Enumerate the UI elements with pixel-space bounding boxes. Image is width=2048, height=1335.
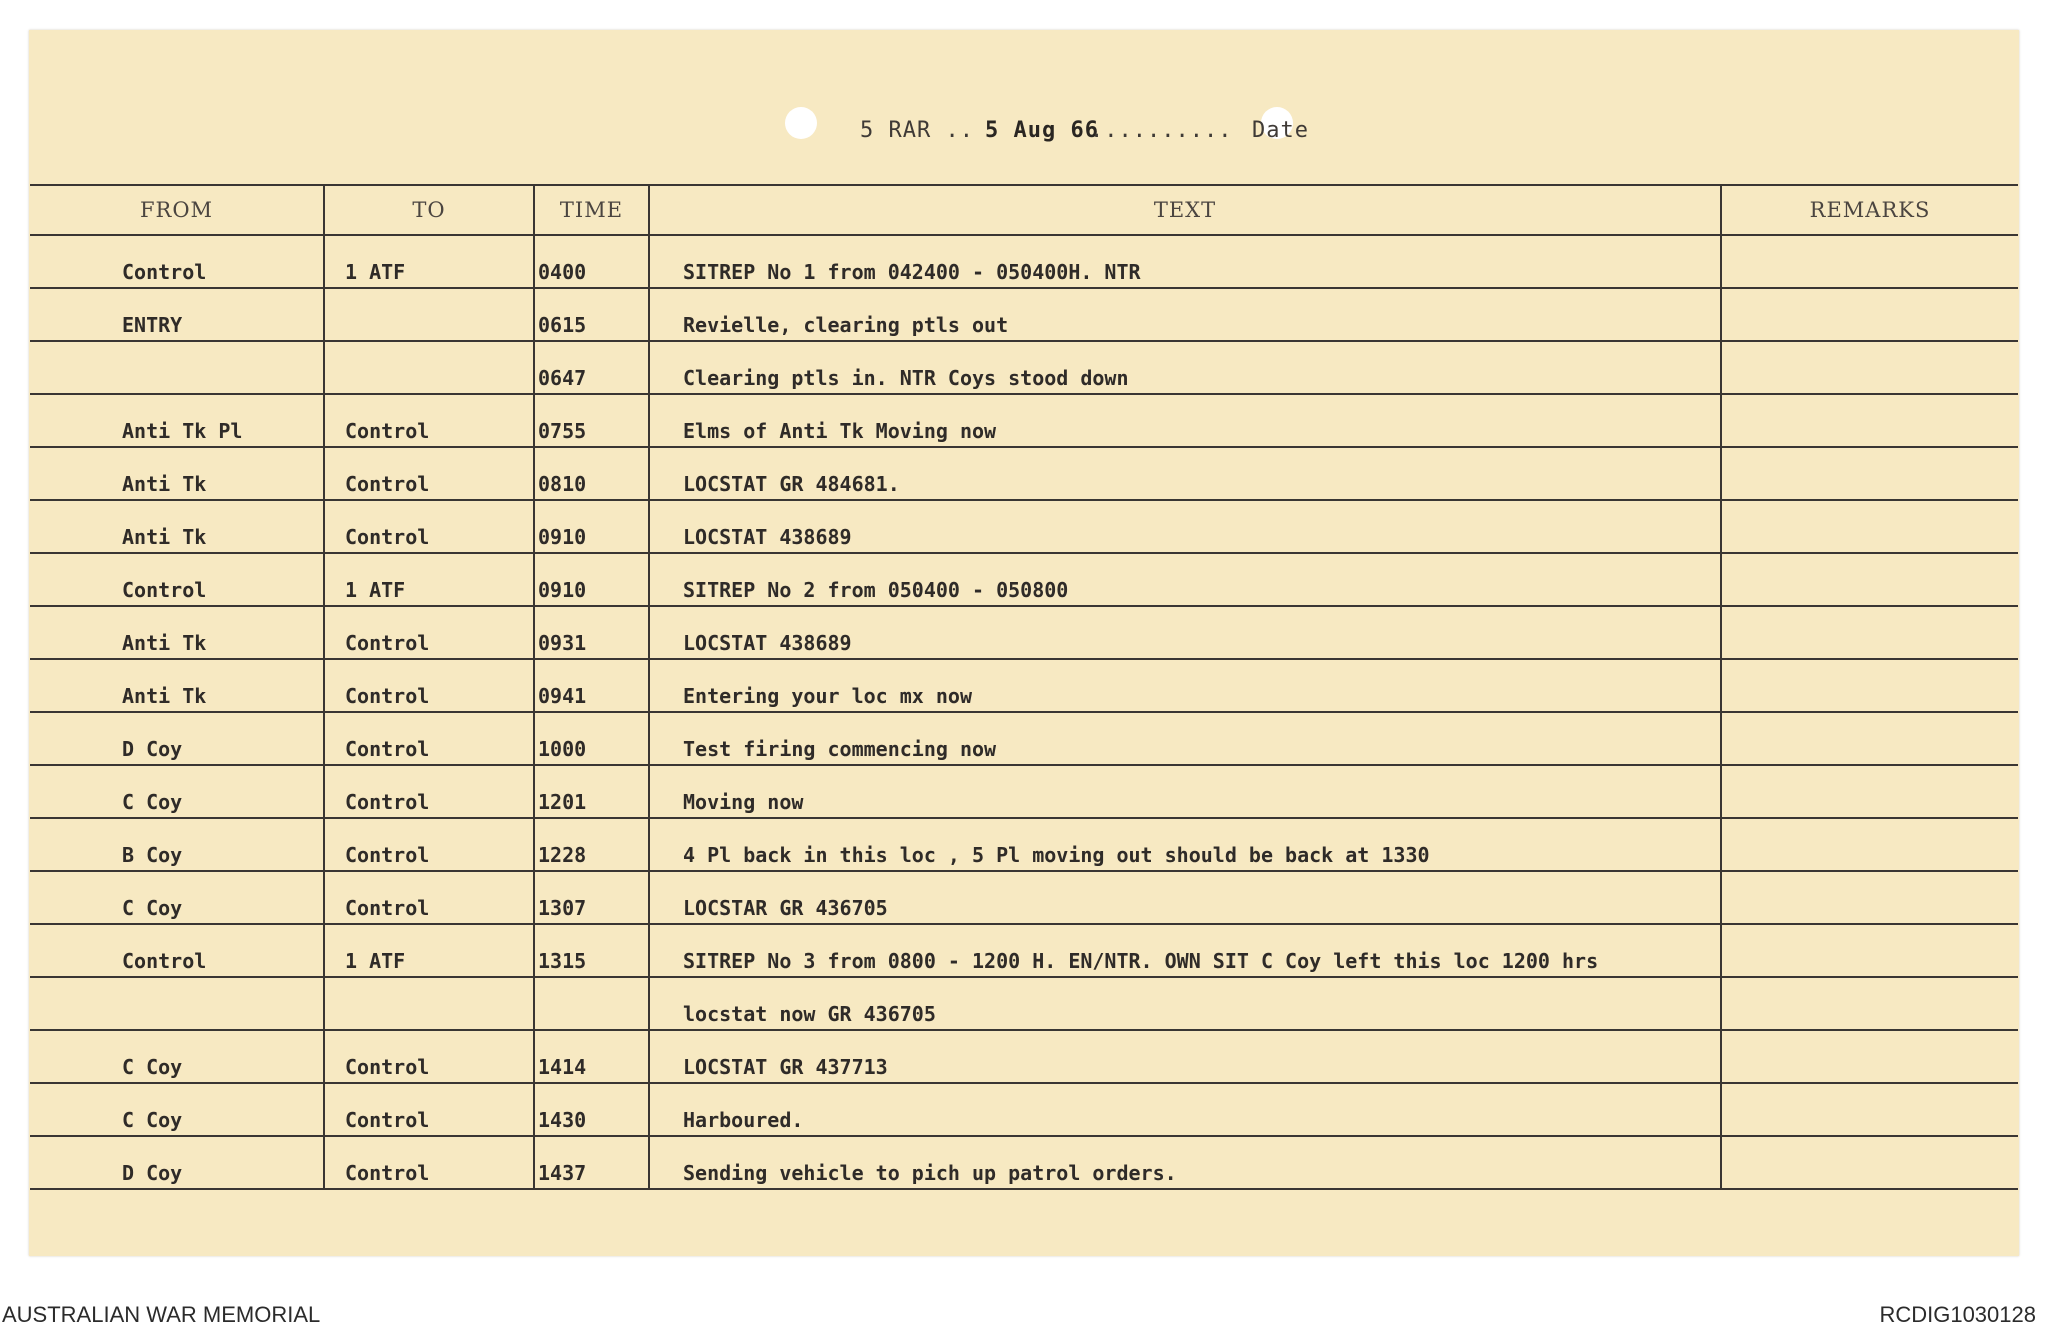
- cell-to: 1 ATF: [324, 235, 534, 288]
- cell-from: D Coy: [30, 1136, 324, 1189]
- table-header-row: [30, 185, 2018, 235]
- cell-from: Control: [30, 553, 324, 606]
- table-row: [30, 712, 2018, 765]
- cell-from: D Coy: [30, 712, 324, 765]
- cell-from: Anti Tk Pl: [30, 394, 324, 447]
- table-row: [30, 818, 2018, 871]
- column-header-to: TO: [324, 185, 534, 235]
- cell-time: 0810: [534, 447, 649, 500]
- cell-to: Control: [324, 712, 534, 765]
- table-body: [30, 235, 2018, 1189]
- cell-text: LOCSTAT GR 484681.: [649, 447, 1721, 500]
- cell-remarks: [1721, 765, 2018, 818]
- cell-text: locstat now GR 436705: [649, 977, 1721, 1030]
- cell-remarks: [1721, 1083, 2018, 1136]
- column-header-text: TEXT: [649, 185, 1721, 235]
- cell-from: C Coy: [30, 871, 324, 924]
- cell-from: Control: [30, 924, 324, 977]
- cell-remarks: [1721, 341, 2018, 394]
- cell-time: 1228: [534, 818, 649, 871]
- cell-to: Control: [324, 394, 534, 447]
- cell-text: Sending vehicle to pich up patrol orders.: [649, 1136, 1721, 1189]
- cell-remarks: [1721, 1030, 2018, 1083]
- cell-to: Control: [324, 606, 534, 659]
- table-row: [30, 394, 2018, 447]
- cell-from: Anti Tk: [30, 606, 324, 659]
- cell-to: Control: [324, 659, 534, 712]
- column-header-time: TIME: [534, 185, 649, 235]
- cell-from: [30, 977, 324, 1030]
- table-row: [30, 1030, 2018, 1083]
- table-row: [30, 341, 2018, 394]
- cell-remarks: [1721, 500, 2018, 553]
- cell-text: LOCSTAT GR 437713: [649, 1030, 1721, 1083]
- table-row: [30, 1136, 2018, 1189]
- message-log-table: [30, 184, 2018, 1190]
- cell-time: 1307: [534, 871, 649, 924]
- cell-time: 0755: [534, 394, 649, 447]
- cell-remarks: [1721, 818, 2018, 871]
- cell-to: [324, 977, 534, 1030]
- cell-text: Elms of Anti Tk Moving now: [649, 394, 1721, 447]
- cell-remarks: [1721, 1136, 2018, 1189]
- cell-time: 1000: [534, 712, 649, 765]
- cell-time: 1437: [534, 1136, 649, 1189]
- cell-from: Anti Tk: [30, 659, 324, 712]
- table-row: [30, 606, 2018, 659]
- cell-from: C Coy: [30, 765, 324, 818]
- footer-record-id: RCDIG1030128: [1879, 1302, 2036, 1327]
- cell-to: [324, 288, 534, 341]
- cell-time: 0400: [534, 235, 649, 288]
- cell-time: 1430: [534, 1083, 649, 1136]
- cell-from: Anti Tk: [30, 500, 324, 553]
- cell-text: SITREP No 2 from 050400 - 050800: [649, 553, 1721, 606]
- table-row: [30, 553, 2018, 606]
- cell-to: 1 ATF: [324, 553, 534, 606]
- date-value: 5 Aug 66: [985, 118, 1099, 143]
- cell-remarks: [1721, 871, 2018, 924]
- cell-text: Harboured.: [649, 1083, 1721, 1136]
- cell-time: 0647: [534, 341, 649, 394]
- cell-from: Control: [30, 235, 324, 288]
- cell-time: 0941: [534, 659, 649, 712]
- cell-text: LOCSTAR GR 436705: [649, 871, 1721, 924]
- unit-label: 5 RAR ..: [860, 118, 974, 143]
- cell-to: Control: [324, 1083, 534, 1136]
- table-row: [30, 288, 2018, 341]
- cell-text: Moving now: [649, 765, 1721, 818]
- cell-text: 4 Pl back in this loc , 5 Pl moving out should be back at 1330: [649, 818, 1721, 871]
- cell-time: 1315: [534, 924, 649, 977]
- cell-to: Control: [324, 818, 534, 871]
- cell-to: Control: [324, 765, 534, 818]
- cell-time: 0931: [534, 606, 649, 659]
- cell-to: Control: [324, 871, 534, 924]
- cell-to: Control: [324, 1030, 534, 1083]
- cell-to: [324, 341, 534, 394]
- date-label: Date: [1252, 118, 1309, 143]
- cell-time: 0615: [534, 288, 649, 341]
- cell-time: 1201: [534, 765, 649, 818]
- table-row: [30, 235, 2018, 288]
- column-header-remarks: REMARKS: [1721, 185, 2018, 235]
- table-row: [30, 765, 2018, 818]
- cell-remarks: [1721, 288, 2018, 341]
- cell-text: LOCSTAT 438689: [649, 606, 1721, 659]
- cell-time: 0910: [534, 500, 649, 553]
- table-row: [30, 659, 2018, 712]
- cell-text: LOCSTAT 438689: [649, 500, 1721, 553]
- table-row: [30, 871, 2018, 924]
- table-row: [30, 1083, 2018, 1136]
- cell-text: Test firing commencing now: [649, 712, 1721, 765]
- cell-to: 1 ATF: [324, 924, 534, 977]
- table-row: [30, 447, 2018, 500]
- table-row: [30, 977, 2018, 1030]
- cell-remarks: [1721, 924, 2018, 977]
- cell-to: Control: [324, 447, 534, 500]
- cell-from: B Coy: [30, 818, 324, 871]
- cell-text: SITREP No 3 from 0800 - 1200 H. EN/NTR. OWN SIT C Coy left this loc 1200 hrs: [649, 924, 1721, 977]
- date-dots: ..........: [1090, 118, 1233, 143]
- cell-from: ENTRY: [30, 288, 324, 341]
- cell-from: Anti Tk: [30, 447, 324, 500]
- cell-text: Clearing ptls in. NTR Coys stood down: [649, 341, 1721, 394]
- cell-from: [30, 341, 324, 394]
- cell-time: 0910: [534, 553, 649, 606]
- cell-from: C Coy: [30, 1083, 324, 1136]
- punch-hole-left: [785, 107, 817, 139]
- cell-text: Entering your loc mx now: [649, 659, 1721, 712]
- cell-remarks: [1721, 553, 2018, 606]
- cell-remarks: [1721, 606, 2018, 659]
- cell-time: 1414: [534, 1030, 649, 1083]
- cell-text: SITREP No 1 from 042400 - 050400H. NTR: [649, 235, 1721, 288]
- cell-remarks: [1721, 235, 2018, 288]
- table-row: [30, 924, 2018, 977]
- cell-time: [534, 977, 649, 1030]
- cell-from: C Coy: [30, 1030, 324, 1083]
- table-row: [30, 500, 2018, 553]
- cell-to: Control: [324, 500, 534, 553]
- cell-remarks: [1721, 447, 2018, 500]
- cell-remarks: [1721, 712, 2018, 765]
- cell-remarks: [1721, 394, 2018, 447]
- cell-text: Revielle, clearing ptls out: [649, 288, 1721, 341]
- cell-remarks: [1721, 977, 2018, 1030]
- footer-credit: AUSTRALIAN WAR MEMORIAL: [2, 1302, 321, 1327]
- cell-remarks: [1721, 659, 2018, 712]
- column-header-from: FROM: [30, 185, 324, 235]
- cell-to: Control: [324, 1136, 534, 1189]
